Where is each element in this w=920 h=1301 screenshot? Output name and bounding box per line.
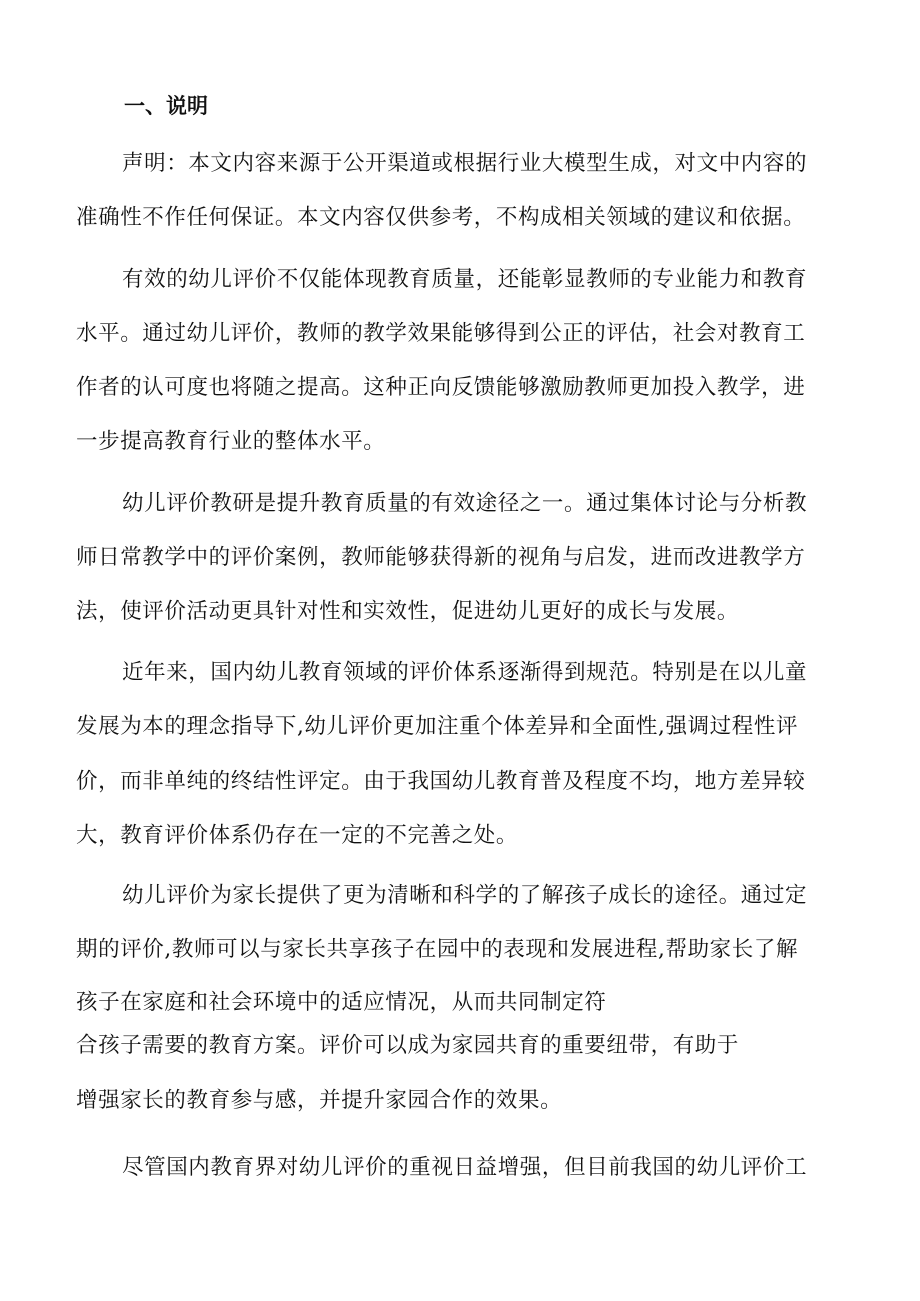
paragraph-line: 增强家长的教育参与感，并提升家园合作的效果。 [76, 1088, 563, 1113]
paragraph-line: 师日常教学中的评价案例，教师能够获得新的视角与启发，进而改进教学方 [76, 545, 806, 570]
paragraph-line: 有效的幼儿评价不仅能体现教育质量，还能彰显教师的专业能力和教育 [122, 267, 808, 292]
disclaimer-line: 声明：本文内容来源于公开渠道或根据行业大模型生成，对文中内容的 [122, 151, 808, 176]
paragraph-line: 合孩子需要的教育方案。评价可以成为家园共育的重要纽带，有助于 [76, 1033, 740, 1058]
disclaimer-line: 准确性不作任何保证。本文内容仅供参考，不构成相关领域的建议和依据。 [76, 205, 806, 230]
paragraph-line: 一步提高教育行业的整体水平。 [76, 429, 386, 454]
paragraph-line: 尽管国内教育界对幼儿评价的重视日益增强，但目前我国的幼儿评价工 [122, 1155, 808, 1180]
paragraph-line: 近年来，国内幼儿教育领域的评价体系逐渐得到规范。特别是在以儿童 [122, 660, 808, 685]
paragraph-line: 大，教育评价体系仍存在一定的不完善之处。 [76, 823, 519, 848]
paragraph-line: 期的评价,教师可以与家长共享孩子在园中的表现和发展进程,帮助家长了解 [76, 937, 799, 962]
paragraph-line: 孩子在家庭和社会环境中的适应情况，从而共同制定符 [76, 990, 607, 1015]
section-heading: 一、说明 [124, 94, 208, 118]
paragraph-line: 水平。通过幼儿评价，教师的教学效果能够得到公正的评估，社会对教育工 [76, 321, 806, 346]
paragraph-line: 发展为本的理念指导下,幼儿评价更加注重个体差异和全面性,强调过程性评 [76, 714, 799, 739]
paragraph-line: 法，使评价活动更具针对性和实效性，促进幼儿更好的成长与发展。 [76, 599, 740, 624]
paragraph-line: 幼儿评价为家长提供了更为清晰和科学的了解孩子成长的途径。通过定 [122, 883, 808, 908]
paragraph-line: 价，而非单纯的终结性评定。由于我国幼儿教育普及程度不均，地方差异较 [76, 769, 806, 794]
paragraph-line: 幼儿评价教研是提升教育质量的有效途径之一。通过集体讨论与分析教 [122, 491, 808, 516]
paragraph-line: 作者的认可度也将随之提高。这种正向反馈能够激励教师更加投入教学，进 [76, 375, 806, 400]
